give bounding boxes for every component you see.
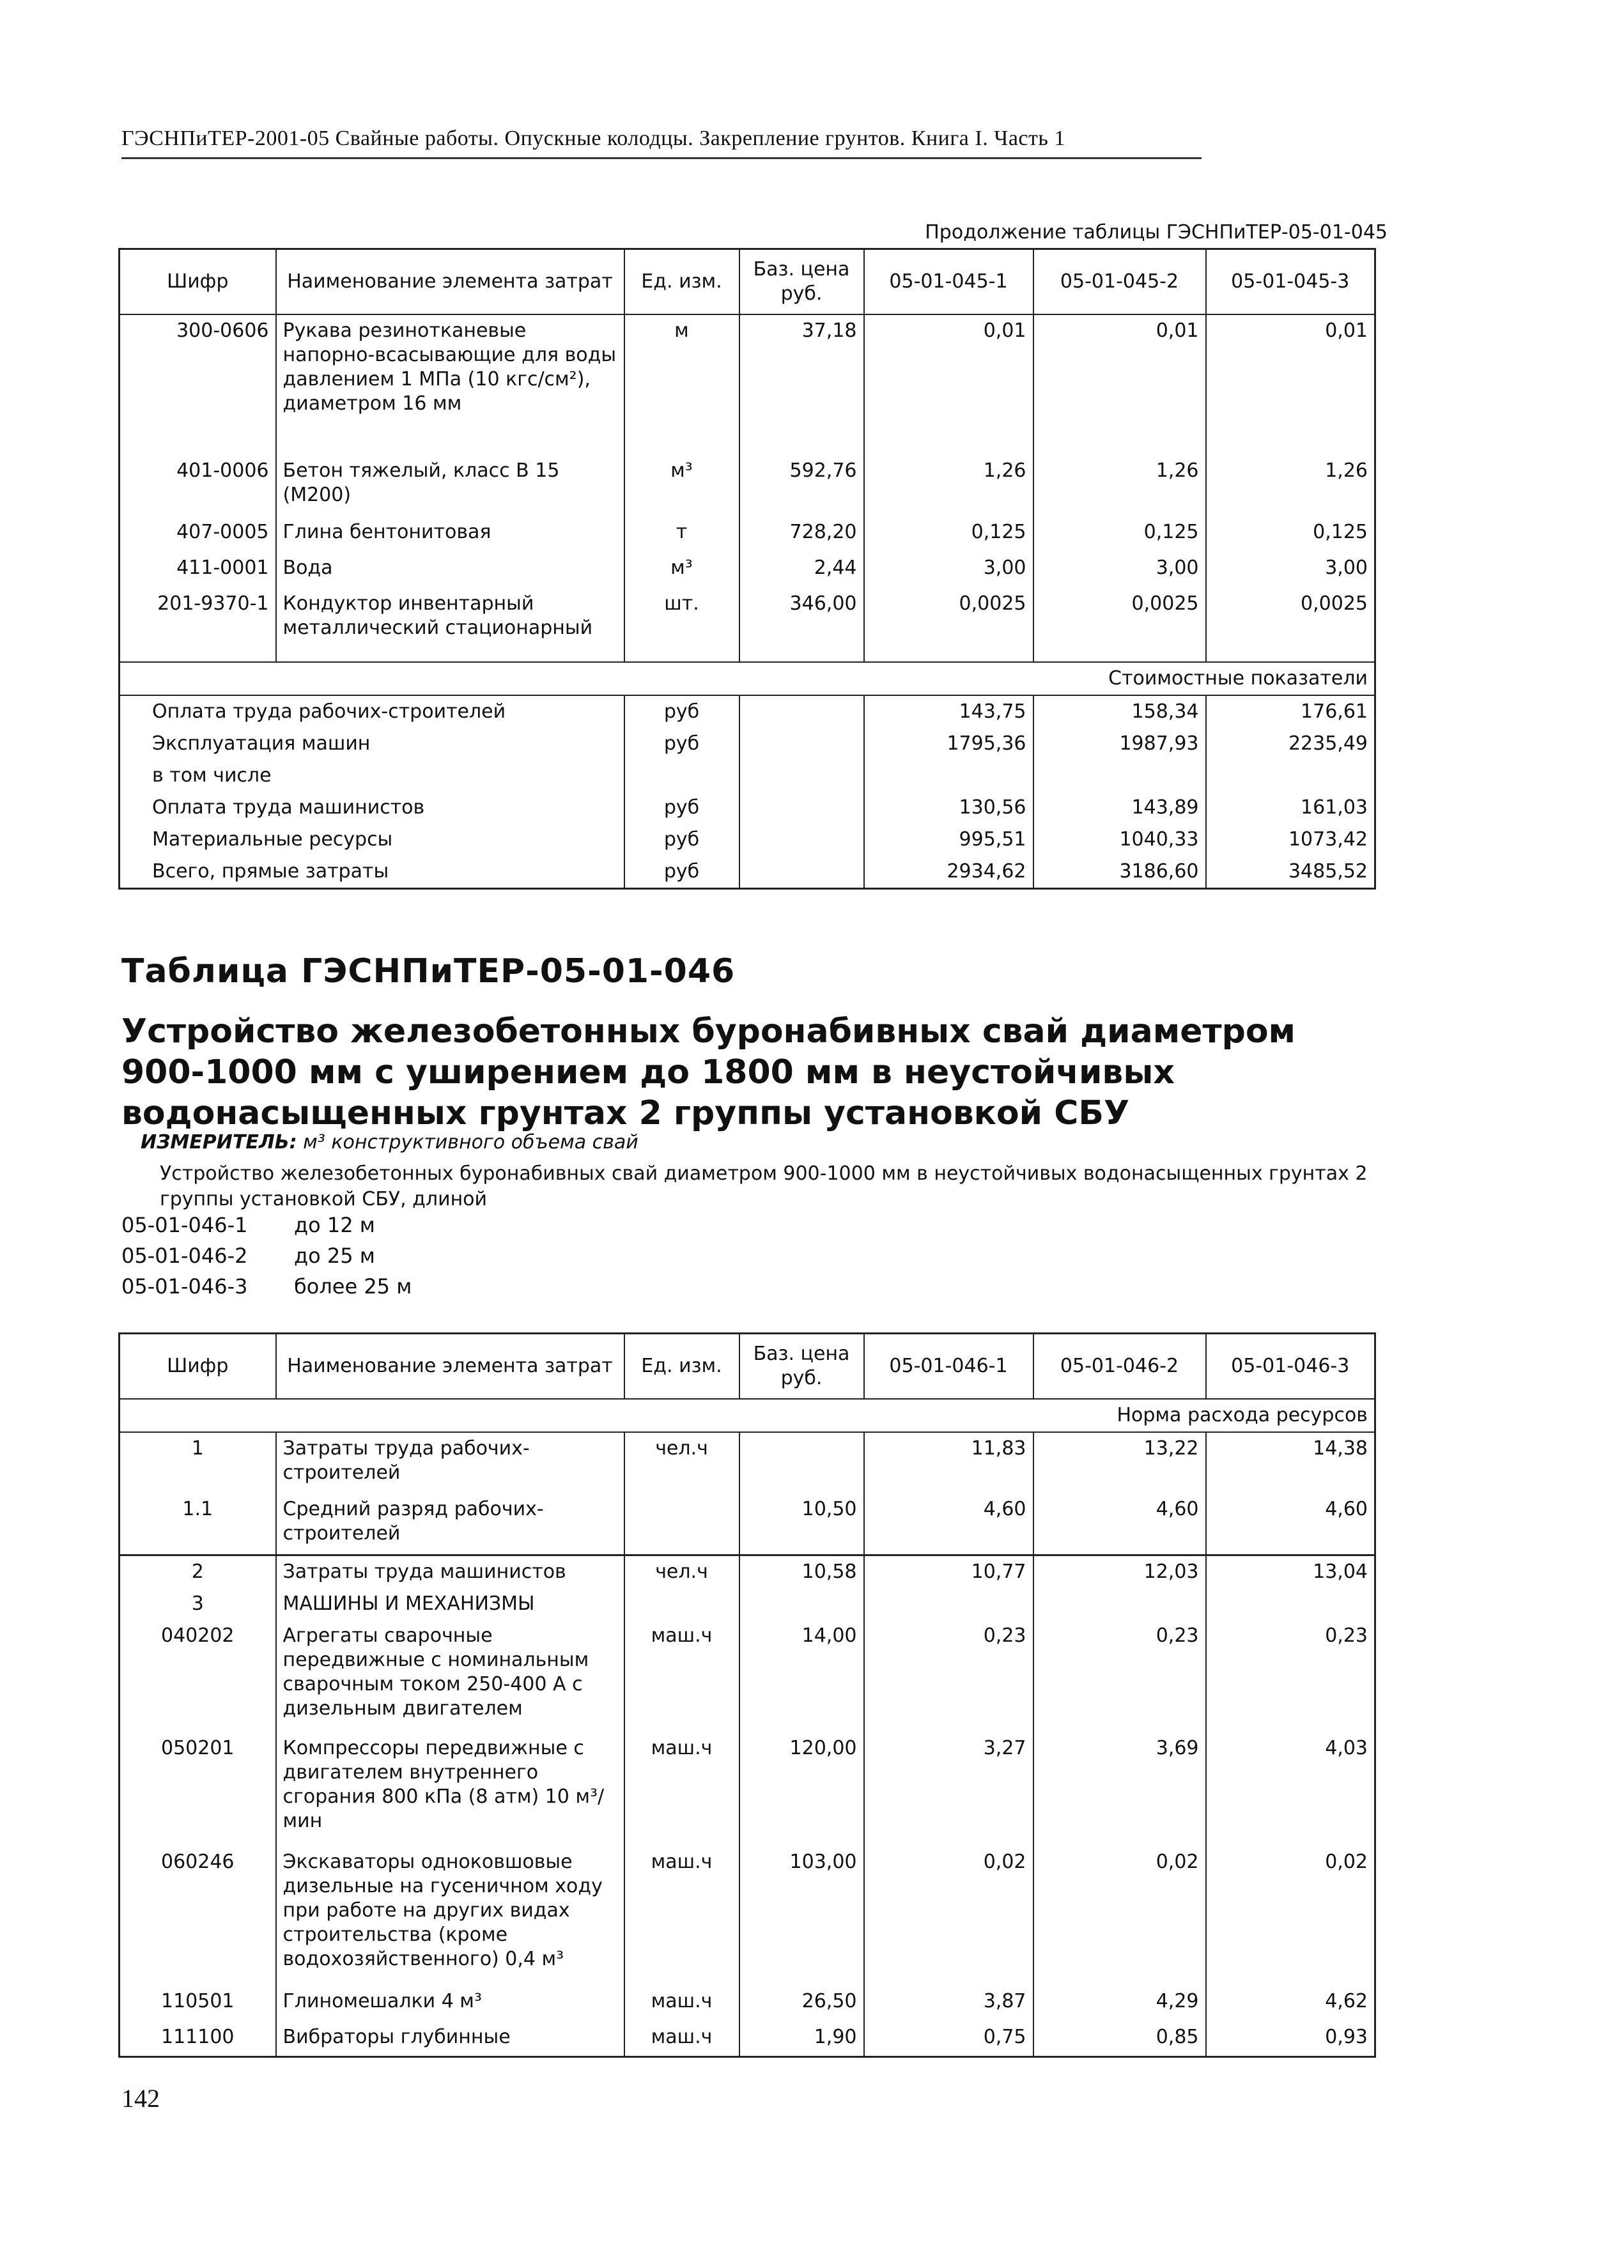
cell-price: 592,76 [739, 455, 864, 516]
cell-price [739, 1588, 864, 1620]
cell-variant-3 [1206, 1588, 1375, 1620]
summary-row [120, 760, 1375, 792]
table-row [120, 1555, 1375, 1588]
col-header-price: Баз. цена руб. [739, 249, 864, 315]
col-header-code: Шифр [120, 249, 276, 315]
summary-variant-3: 161,03 [1206, 792, 1375, 824]
cell-name: Вибраторы глубинные [276, 2021, 624, 2057]
summary-name: Материальные ресурсы [120, 824, 624, 856]
cell-code: 407-0005 [120, 516, 276, 552]
cell-variant-1: 0,23 [864, 1620, 1033, 1732]
cell-unit: т [624, 516, 739, 552]
cell-price: 103,00 [739, 1846, 864, 1986]
table-title: Таблица ГЭСНПиТЕР-05-01-046 [121, 952, 736, 991]
cell-name: Кондуктор инвентарный металлический стационарный [276, 588, 624, 649]
cell-variant-3: 0,125 [1206, 516, 1375, 552]
section-row [120, 1399, 1375, 1432]
summary-unit: руб [624, 824, 739, 856]
cell-variant-2: 1,26 [1033, 455, 1206, 516]
cell-variant-3: 0,01 [1206, 314, 1375, 455]
cell-variant-1: 0,125 [864, 516, 1033, 552]
cell-price: 728,20 [739, 516, 864, 552]
summary-row [120, 728, 1375, 760]
cell-variant-3: 0,02 [1206, 1846, 1375, 1986]
section-label: Норма расхода ресурсов [120, 1399, 1375, 1432]
variant-line [121, 1213, 375, 1237]
summary-price [739, 792, 864, 824]
cell-code: 300-0606 [120, 314, 276, 455]
summary-variant-2: 3186,60 [1033, 856, 1206, 889]
cell-variant-3: 4,62 [1206, 1986, 1375, 2021]
cell-unit: м [624, 314, 739, 455]
cell-price: 1,90 [739, 2021, 864, 2057]
cell-variant-3: 14,38 [1206, 1432, 1375, 1493]
cell-variant-1: 0,75 [864, 2021, 1033, 2057]
cell-variant-1: 11,83 [864, 1432, 1033, 1493]
cell-name: Затраты труда рабочих-строителей [276, 1432, 624, 1493]
cell-price: 10,50 [739, 1493, 864, 1555]
cell-variant-3: 4,03 [1206, 1732, 1375, 1846]
summary-variant-1: 1795,36 [864, 728, 1033, 760]
summary-variant-2: 158,34 [1033, 695, 1206, 728]
variant-text: до 25 м [294, 1244, 375, 1268]
table-row [120, 1588, 1375, 1620]
summary-variant-1: 2934,62 [864, 856, 1033, 889]
cell-unit: чел.ч [624, 1555, 739, 1588]
summary-variant-1 [864, 760, 1033, 792]
cell-name: Рукава резинотканевые напорно-всасывающие для воды давлением 1 МПа (10 кгс/см²), диаметром 16 мм [276, 314, 624, 455]
cell-variant-2: 4,60 [1033, 1493, 1206, 1555]
table-046 [118, 1332, 1376, 2058]
cell-name: Глиномешалки 4 м³ [276, 1986, 624, 2021]
variant-code: 05-01-046-3 [121, 1274, 248, 1299]
col-header-unit: Ед. изм. [624, 249, 739, 315]
variant-line [121, 1274, 412, 1299]
spacer-cell [864, 649, 1033, 662]
cell-variant-2: 0,02 [1033, 1846, 1206, 1986]
cell-name: Экскаваторы одноковшовые дизельные на гусеничном ходу при работе на других видах строительства (кроме водохозяйственного) 0,4 м³ [276, 1846, 624, 1986]
cell-variant-2: 3,00 [1033, 552, 1206, 588]
col-header-variant-2: 05-01-045-2 [1033, 249, 1206, 315]
cell-name: Вода [276, 552, 624, 588]
cell-unit: маш.ч [624, 1732, 739, 1846]
cell-price: 26,50 [739, 1986, 864, 2021]
summary-variant-3 [1206, 760, 1375, 792]
col-header-unit: Ед. изм. [624, 1334, 739, 1400]
meter-text: м³ конструктивного объема свай [303, 1131, 638, 1153]
cell-variant-1: 1,26 [864, 455, 1033, 516]
spacer-cell [1033, 649, 1206, 662]
table-row [120, 314, 1375, 455]
cell-code: 201-9370-1 [120, 588, 276, 649]
table-row [120, 1846, 1375, 1986]
cell-unit: маш.ч [624, 1620, 739, 1732]
summary-name: в том числе [120, 760, 624, 792]
cell-variant-3: 4,60 [1206, 1493, 1375, 1555]
spacer-cell [276, 649, 624, 662]
cell-variant-3: 0,0025 [1206, 588, 1375, 649]
spacer-cell [624, 649, 739, 662]
table-row [120, 552, 1375, 588]
summary-price [739, 760, 864, 792]
cell-unit: м³ [624, 455, 739, 516]
cell-variant-2: 3,69 [1033, 1732, 1206, 1846]
summary-name: Оплата труда машинистов [120, 792, 624, 824]
cell-variant-2: 0,01 [1033, 314, 1206, 455]
table-row [120, 588, 1375, 649]
cell-variant-3: 1,26 [1206, 455, 1375, 516]
col-header-variant-3: 05-01-046-3 [1206, 1334, 1375, 1400]
section-label: Стоимостные показатели [120, 662, 1375, 695]
work-description: Устройство железобетонных буронабивных свай диаметром 900-1000 мм в неустойчивых водонасыщенных грунтах 2 группы установкой СБУ, длиной [160, 1162, 1368, 1210]
summary-price [739, 856, 864, 889]
summary-unit: руб [624, 695, 739, 728]
cell-code: 111100 [120, 2021, 276, 2057]
cell-variant-2: 0,0025 [1033, 588, 1206, 649]
col-header-variant-3: 05-01-045-3 [1206, 249, 1375, 315]
cell-variant-1: 3,27 [864, 1732, 1033, 1846]
summary-row [120, 856, 1375, 889]
cell-variant-1: 0,0025 [864, 588, 1033, 649]
summary-variant-1: 143,75 [864, 695, 1033, 728]
variant-text: до 12 м [294, 1213, 375, 1237]
cell-price: 14,00 [739, 1620, 864, 1732]
cell-variant-1: 4,60 [864, 1493, 1033, 1555]
cell-code: 411-0001 [120, 552, 276, 588]
page-number: 142 [121, 2084, 160, 2113]
summary-variant-3: 1073,42 [1206, 824, 1375, 856]
table-row [120, 1432, 1375, 1493]
summary-variant-1: 995,51 [864, 824, 1033, 856]
col-header-name: Наименование элемента затрат [276, 1334, 624, 1400]
cell-code: 3 [120, 1588, 276, 1620]
cell-name: Бетон тяжелый, класс В 15 (М200) [276, 455, 624, 516]
table-row [120, 1620, 1375, 1732]
table-header-row [120, 1334, 1375, 1400]
summary-variant-1: 130,56 [864, 792, 1033, 824]
summary-variant-3: 3485,52 [1206, 856, 1375, 889]
cell-variant-2: 0,23 [1033, 1620, 1206, 1732]
cell-code: 1.1 [120, 1493, 276, 1555]
cell-variant-2: 4,29 [1033, 1986, 1206, 2021]
cell-code: 401-0006 [120, 455, 276, 516]
cell-variant-1: 3,00 [864, 552, 1033, 588]
cell-unit: маш.ч [624, 2021, 739, 2057]
summary-name: Всего, прямые затраты [120, 856, 624, 889]
cell-name: Агрегаты сварочные передвижные с номинальным сварочным током 250-400 А с дизельным двигателем [276, 1620, 624, 1732]
cell-name: Глина бентонитовая [276, 516, 624, 552]
col-header-name: Наименование элемента затрат [276, 249, 624, 315]
cell-variant-1: 3,87 [864, 1986, 1033, 2021]
cell-unit [624, 1493, 739, 1555]
cell-code: 1 [120, 1432, 276, 1493]
summary-unit: руб [624, 792, 739, 824]
summary-variant-3: 176,61 [1206, 695, 1375, 728]
cell-variant-3: 0,93 [1206, 2021, 1375, 2057]
summary-price [739, 824, 864, 856]
cell-price: 346,00 [739, 588, 864, 649]
cell-variant-2: 0,125 [1033, 516, 1206, 552]
cell-variant-2: 13,22 [1033, 1432, 1206, 1493]
cell-unit: маш.ч [624, 1986, 739, 2021]
cell-name: Компрессоры передвижные с двигателем внутреннего сгорания 800 кПа (8 атм) 10 м³/мин [276, 1732, 624, 1846]
summary-row [120, 695, 1375, 728]
spacer-cell [739, 649, 864, 662]
table-045 [118, 248, 1376, 890]
meter-line [141, 1131, 638, 1153]
summary-variant-2: 1987,93 [1033, 728, 1206, 760]
summary-price [739, 728, 864, 760]
table-row [120, 1986, 1375, 2021]
table-row [120, 2021, 1375, 2057]
variant-text: более 25 м [294, 1274, 412, 1299]
summary-row [120, 792, 1375, 824]
cell-price [739, 1432, 864, 1493]
cell-name: МАШИНЫ И МЕХАНИЗМЫ [276, 1588, 624, 1620]
cell-variant-2: 12,03 [1033, 1555, 1206, 1588]
summary-unit: руб [624, 728, 739, 760]
cell-price: 10,58 [739, 1555, 864, 1588]
summary-variant-2 [1033, 760, 1206, 792]
cell-variant-1: 10,77 [864, 1555, 1033, 1588]
table-header-row [120, 249, 1375, 315]
cell-variant-2: 0,85 [1033, 2021, 1206, 2057]
cell-variant-2 [1033, 1588, 1206, 1620]
continuation-caption: Продолжение таблицы ГЭСНПиТЕР-05-01-045 [925, 221, 1388, 243]
cell-variant-3: 0,23 [1206, 1620, 1375, 1732]
summary-name: Эксплуатация машин [120, 728, 624, 760]
variant-line [121, 1244, 375, 1268]
cell-unit: маш.ч [624, 1846, 739, 1986]
summary-price [739, 695, 864, 728]
cell-code: 110501 [120, 1986, 276, 2021]
summary-variant-2: 143,89 [1033, 792, 1206, 824]
summary-variant-2: 1040,33 [1033, 824, 1206, 856]
variant-code: 05-01-046-2 [121, 1244, 248, 1268]
cell-price: 120,00 [739, 1732, 864, 1846]
meter-label: ИЗМЕРИТЕЛЬ: [141, 1131, 297, 1153]
summary-row [120, 824, 1375, 856]
summary-unit: руб [624, 856, 739, 889]
spacer-cell [120, 649, 276, 662]
summary-unit [624, 760, 739, 792]
summary-name: Оплата труда рабочих-строителей [120, 695, 624, 728]
cell-unit: м³ [624, 552, 739, 588]
table-row [120, 455, 1375, 516]
spacer-row [120, 649, 1375, 662]
section-row [120, 662, 1375, 695]
variant-code: 05-01-046-1 [121, 1213, 248, 1237]
cell-code: 2 [120, 1555, 276, 1588]
cell-variant-1: 0,01 [864, 314, 1033, 455]
running-header: ГЭСНПиТЕР-2001-05 Свайные работы. Опускные колодцы. Закрепление грунтов. Книга I. Часть 1 [121, 127, 1202, 159]
cell-variant-3: 13,04 [1206, 1555, 1375, 1588]
cell-code: 040202 [120, 1620, 276, 1732]
col-header-code: Шифр [120, 1334, 276, 1400]
cell-name: Затраты труда машинистов [276, 1555, 624, 1588]
spacer-cell [1206, 649, 1375, 662]
table-row [120, 516, 1375, 552]
cell-variant-1: 0,02 [864, 1846, 1033, 1986]
cell-unit: шт. [624, 588, 739, 649]
cell-name: Средний разряд рабочих-строителей [276, 1493, 624, 1555]
cell-variant-3: 3,00 [1206, 552, 1375, 588]
summary-variant-3: 2235,49 [1206, 728, 1375, 760]
cell-code: 060246 [120, 1846, 276, 1986]
table-heading: Устройство железобетонных буронабивных свай диаметром 900-1000 мм с уширением до 1800 мм в неустойчивых водонасыщенных грунтах 2 группы установкой СБУ [121, 1012, 1296, 1132]
cell-price: 2,44 [739, 552, 864, 588]
col-header-variant-2: 05-01-046-2 [1033, 1334, 1206, 1400]
cell-price: 37,18 [739, 314, 864, 455]
cell-unit: чел.ч [624, 1432, 739, 1493]
cell-code: 050201 [120, 1732, 276, 1846]
table-row [120, 1493, 1375, 1555]
table-row [120, 1732, 1375, 1846]
cell-variant-1 [864, 1588, 1033, 1620]
col-header-price: Баз. цена руб. [739, 1334, 864, 1400]
col-header-variant-1: 05-01-045-1 [864, 249, 1033, 315]
cell-unit [624, 1588, 739, 1620]
col-header-variant-1: 05-01-046-1 [864, 1334, 1033, 1400]
